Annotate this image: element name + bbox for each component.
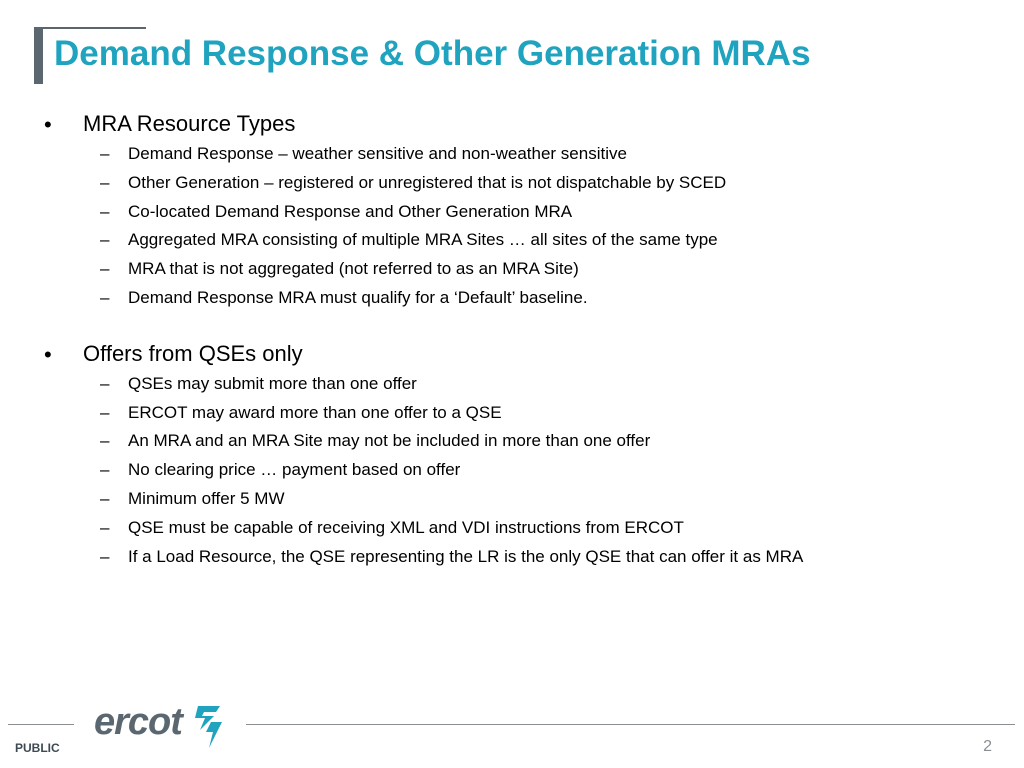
slide-content xyxy=(44,110,1004,598)
sub-dash: – xyxy=(100,144,110,163)
list-item xyxy=(44,459,1004,488)
list-item xyxy=(44,172,1004,201)
section-resource-types xyxy=(44,110,1004,316)
list-item-text: Demand Response MRA must qualify for a ‘Default’ baseline. xyxy=(128,287,588,307)
list-item-text: ERCOT may award more than one offer to a QSE xyxy=(128,402,502,422)
list-item xyxy=(44,143,1004,172)
list-item-text: Demand Response – weather sensitive and non-weather sensitive xyxy=(128,144,627,163)
list-item xyxy=(44,430,1004,459)
list-item-text: If a Load Resource, the QSE representing the LR is the only QSE that can offer it as MRA xyxy=(128,546,804,566)
sub-dash: – xyxy=(100,517,110,537)
sub-dash: – xyxy=(100,402,110,422)
list-item-text: QSEs may submit more than one offer xyxy=(128,373,417,393)
sub-dash: – xyxy=(100,431,110,451)
list-item xyxy=(44,402,1004,431)
sub-dash: – xyxy=(100,259,110,279)
sub-dash: – xyxy=(100,373,110,393)
bullet-dot: • xyxy=(44,112,52,137)
ercot-lightning-icon xyxy=(189,700,225,750)
sub-dash: – xyxy=(100,546,110,566)
bullet-row xyxy=(44,340,1004,370)
sub-list xyxy=(44,143,1004,316)
sub-dash: – xyxy=(100,460,110,480)
list-item-text: An MRA and an MRA Site may not be included in more than one offer xyxy=(128,431,651,451)
list-item xyxy=(44,373,1004,402)
list-item-text: Other Generation – registered or unregistered that is not dispatchable by SCED xyxy=(128,172,727,192)
classification-label: PUBLIC xyxy=(15,741,60,755)
list-item-text: Co-located Demand Response and Other Generation MRA xyxy=(128,201,573,221)
footer-divider-right xyxy=(246,724,1015,725)
sub-dash: – xyxy=(100,172,110,192)
section-offers xyxy=(44,340,1004,575)
sub-dash: – xyxy=(100,287,110,307)
sub-dash: – xyxy=(100,230,110,250)
list-item xyxy=(44,546,1004,575)
list-item xyxy=(44,258,1004,287)
list-item xyxy=(44,517,1004,546)
sub-list xyxy=(44,373,1004,575)
ercot-logo xyxy=(94,700,229,752)
list-item-text: QSE must be capable of receiving XML and VDI instructions from ERCOT xyxy=(128,517,684,537)
list-item-text: MRA that is not aggregated (not referred to as an MRA Site) xyxy=(128,259,579,279)
logo-wordmark: ercot xyxy=(94,701,182,743)
title-top-rule xyxy=(43,27,146,29)
list-item xyxy=(44,229,1004,258)
slide-title: Demand Response & Other Generation MRAs xyxy=(54,34,811,73)
list-item xyxy=(44,488,1004,517)
section-heading: Offers from QSEs only xyxy=(83,340,303,366)
list-item xyxy=(44,287,1004,316)
section-heading: MRA Resource Types xyxy=(83,111,296,136)
list-item-text: Minimum offer 5 MW xyxy=(128,488,285,508)
list-item-text: No clearing price … payment based on offer xyxy=(128,460,461,480)
sub-dash: – xyxy=(100,201,110,221)
footer-divider-left xyxy=(8,724,74,725)
title-accent-bar xyxy=(34,27,43,84)
page-number: 2 xyxy=(983,738,992,755)
list-item xyxy=(44,201,1004,230)
sub-dash: – xyxy=(100,488,110,508)
list-item-text: Aggregated MRA consisting of multiple MRA Sites … all sites of the same type xyxy=(128,230,718,250)
bullet-row xyxy=(44,110,1004,140)
bullet-dot: • xyxy=(44,341,52,367)
